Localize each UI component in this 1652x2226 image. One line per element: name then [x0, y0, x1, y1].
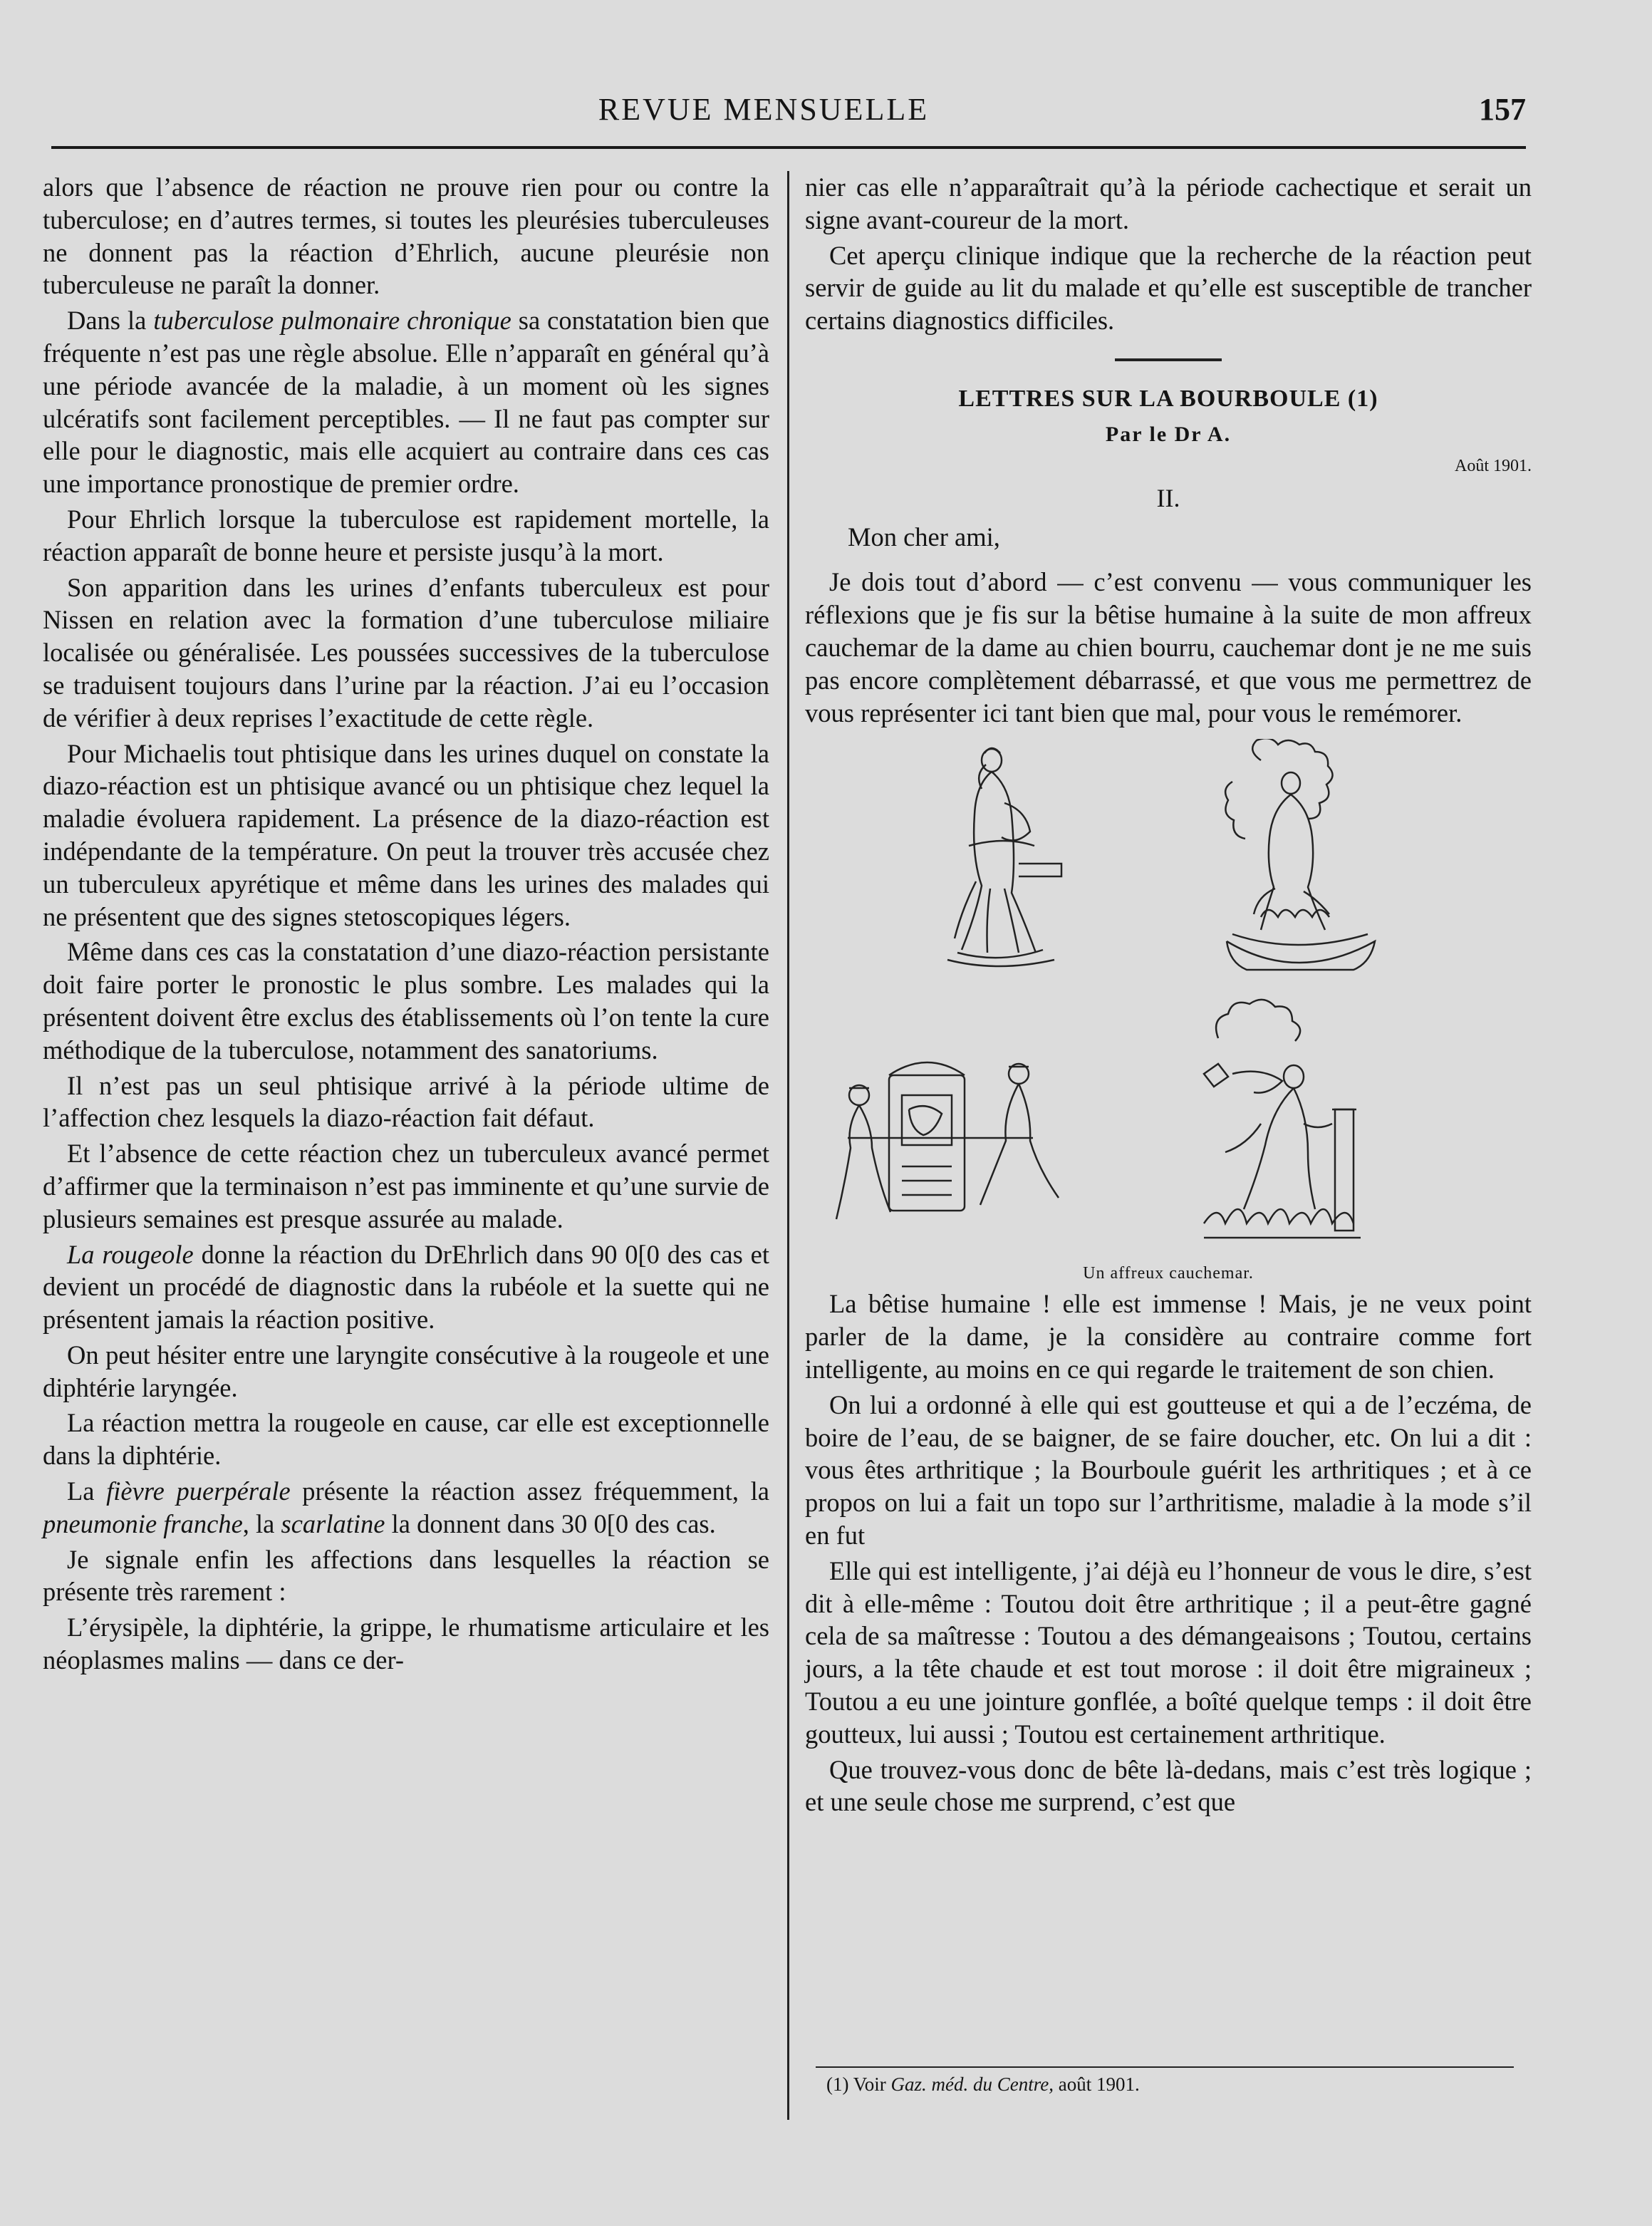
paragraph: On peut hésiter entre une laryngite consécutive à la rougeole et une diphtérie laryngée. — [43, 1340, 769, 1402]
paragraph — [43, 1475, 769, 1541]
shower-figure — [1204, 1000, 1361, 1238]
running-title: REVUE MENSUELLE — [598, 92, 930, 127]
steam-bath-figure — [1225, 739, 1375, 970]
footnote-journal: Gaz. méd. du Centre, — [890, 2074, 1054, 2095]
text-run: , la — [242, 1508, 281, 1538]
section-separator — [1115, 358, 1222, 361]
italic-text: scarlatine — [281, 1508, 385, 1538]
salutation: Mon cher ami, — [848, 522, 1000, 552]
footnote — [826, 2074, 1140, 2096]
article-date: Août 1901. — [1455, 456, 1532, 475]
paragraph: Je dois tout d’abord — c’est convenu — vous communiquer les réflexions que je fis sur la bêtise humaine à la suite de mon affreux cauchemar de la dame au chien bourru, cauchemar dont je ne me suis pas encore complètement débarrassé, et que vous me permettrez de vous représenter ici tant bien que mal, pour vous le remémorer. — [805, 567, 1532, 728]
footnote-text: (1) Voir — [826, 2074, 891, 2095]
footnote-rule — [816, 2066, 1514, 2068]
lady-with-dog-figure — [947, 748, 1061, 966]
page-number: 157 — [1479, 92, 1526, 127]
paragraph: nier cas elle n’apparaîtrait qu’à la période cachectique et serait un signe avant-coureur de la mort. — [805, 172, 1532, 234]
text-run: la donnent dans 30 0[0 des cas. — [385, 1508, 716, 1538]
footnote-text: août 1901. — [1054, 2074, 1140, 2095]
italic-text: pneumonie franche — [43, 1508, 243, 1538]
paragraph: Elle qui est intelligente, j’ai déjà eu l’honneur de vous le dire, s’est dit à elle-même : Toutou doit être arthritique ; il a peut-être gagné cela de sa maîtresse : Toutou a des démangeaisons ; Toutou, certains jours, a la tête chaude et est tout morose : il doit être migraineux ; Toutou a eu une jointure gonflée, a boîté quelque temps : il doit être goutteux, lui aussi ; Toutou est certainement arthritique. — [805, 1555, 1532, 1749]
text-run: présente la réaction assez fréquemment, la — [290, 1476, 770, 1506]
paragraph: Pour Ehrlich lorsque la tuberculose est rapidement mortelle, la réaction apparaît de bonne heure et persiste jusqu’à la mort. — [43, 504, 769, 566]
paragraph: On lui a ordonné à elle qui est goutteuse et qui a de l’eczéma, de boire de l’eau, de se baigner, de se faire doucher, etc. On lui a dit : vous êtes arthritique ; la Bourboule guérit les arthritiques ; et à ce propos on lui a fait un topo sur l’arthritisme, maladie à la mode s’il en fut — [805, 1389, 1532, 1550]
paragraph: Que trouvez-vous donc de bête là-dedans, mais c’est très logique ; et une seule chose me surprend, c’est que — [805, 1754, 1532, 1817]
article-byline: Par le Dr A. — [1105, 422, 1232, 446]
text-run: La — [67, 1476, 107, 1506]
paragraph: L’érysipèle, la diphtérie, la grippe, le rhumatisme articulaire et les néoplasmes malins — dans ce der- — [43, 1612, 769, 1675]
text-run: Dans la — [67, 306, 154, 336]
paragraph: Je signale enfin les affections dans lesquelles la réaction se présente très rarement : — [43, 1544, 769, 1607]
text-run: sa constatation bien que fréquente n’est pas une règle absolue. Elle n’apparaît en général qu’à une période avancée de la maladie, à un moment où les signes ulcératifs sont facilement perceptibles. — Il ne faut pas compter sur elle pour le diagnostic, mais elle acquiert au contraire dans ces cas une importance pronostique de premier ordre. — [43, 306, 769, 499]
header-rule — [51, 146, 1526, 149]
left-column — [43, 171, 769, 1679]
nightmare-illustration — [805, 739, 1532, 1288]
paragraph: Même dans ces cas la constatation d’une diazo-réaction persistante doit faire porter le pronostic le plus sombre. Les malades qui la présentent doivent être exclus des établissements où l’on tente la cure méthodique de la tuberculose, notamment des sanatoriums. — [43, 937, 769, 1065]
figure-caption: Un affreux cauchemar. — [1083, 1264, 1254, 1283]
paragraph: Son apparition dans les urines d’enfants tuberculeux est pour Nissen en relation avec la formation d’une tuberculose miliaire localisée ou généralisée. Les poussées successives de la tuberculose se traduisent toujours dans l’urine par la réaction. J’ai eu l’occasion de vérifier à deux reprises l’exactitude de cette règle. — [43, 572, 769, 732]
paragraph: alors que l’absence de réaction ne prouve rien pour ou contre la tuberculose; en d’autres termes, si toutes les pleurésies tuberculeuses ne donnent pas la réaction d’Ehrlich, aucune pleurésie non tuberculeuse ne paraît la donner. — [43, 172, 769, 300]
paragraph — [43, 304, 769, 500]
paragraph: Pour Michaelis tout phtisique dans les urines duquel on constate la diazo-réaction est un phtisique avancé ou un phtisique chez lequel la maladie évoluera rapidement. La présence de la diazo-réaction est indépendante de la température. On peut la trouver très accusée chez un tuberculeux apyrétique et même dans les urines des malades qui ne présentent que des signes stetoscopiques légers. — [43, 738, 769, 931]
text-run: donne la réaction du DrEhrlich dans 90 0[0 des cas et devient un procédé de diagnostic dans la rubéole et la suette qui ne présentent jamais la réaction positive. — [43, 1239, 769, 1335]
right-column — [805, 171, 1532, 1821]
page-header — [51, 91, 1526, 134]
illustration-drawing — [805, 739, 1532, 1252]
italic-text: La rougeole — [67, 1239, 194, 1269]
paragraph: La réaction mettra la rougeole en cause, car elle est exceptionnelle dans la diphtérie. — [43, 1408, 769, 1471]
italic-text: tuberculose pulmonaire chronique — [153, 306, 511, 336]
paragraph: Et l’absence de cette réaction chez un tuberculeux avancé permet d’affirmer que la terminaison n’est pas imminente et qu’une survie de plusieurs semaines est presque assurée au malade. — [43, 1139, 769, 1233]
paragraph — [43, 1238, 769, 1336]
paragraph: Cet aperçu clinique indique que la recherche de la réaction peut servir de guide au lit du malade et qu’elle est susceptible de trancher certains diagnostics difficiles. — [805, 240, 1532, 336]
paragraph: La bêtise humaine ! elle est immense ! Mais, je ne veux point parler de la dame, je la considère au contraire comme fort intelligente, au moins en ce qui regarde le traitement de son chien. — [805, 1289, 1532, 1384]
paragraph: Il n’est pas un seul phtisique arrivé à la période ultime de l’affection chez lesquels la diazo-réaction fait défaut. — [43, 1070, 769, 1133]
article-title: LETTRES SUR LA BOURBOULE (1) — [958, 385, 1378, 412]
column-divider — [787, 171, 789, 2120]
italic-text: fièvre puerpérale — [106, 1476, 291, 1506]
section-number: II. — [1156, 483, 1180, 512]
porters-sedan-chair-figure — [836, 1062, 1059, 1219]
